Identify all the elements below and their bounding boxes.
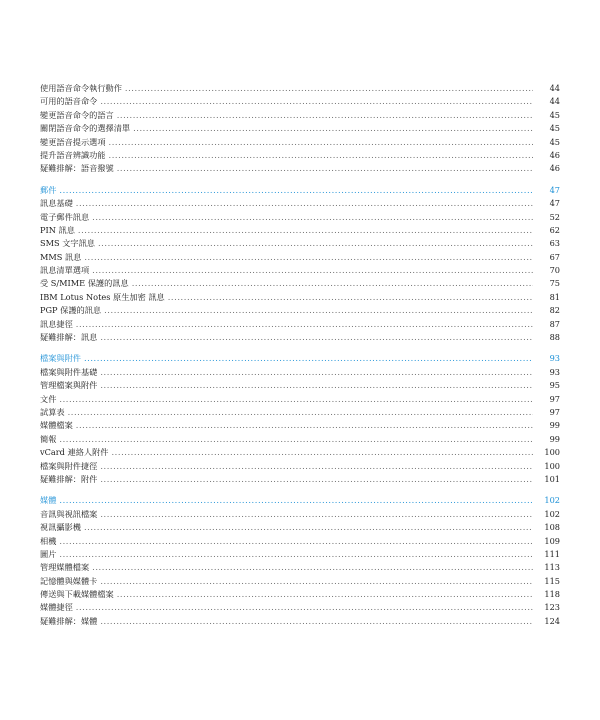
toc-page-number: 100 — [544, 447, 560, 458]
toc-entry[interactable] — [40, 521, 560, 534]
toc-entry[interactable] — [40, 393, 560, 406]
toc-entry-title: 簡報 — [40, 433, 57, 444]
toc-entry-title: 電子郵件訊息 — [40, 211, 90, 222]
toc-entry[interactable] — [40, 149, 560, 162]
dot-leader — [100, 473, 533, 486]
toc-entry-title: 郵件 — [40, 184, 57, 195]
toc-page-number: 124 — [544, 615, 560, 626]
toc-entry-title: 提升語音辨識功能 — [40, 149, 106, 160]
toc-entry-title: 訊息清單選項 — [40, 265, 90, 276]
toc-page-number: 113 — [544, 562, 560, 573]
dot-leader — [100, 379, 533, 392]
toc-entry[interactable] — [40, 82, 560, 95]
toc-page-number: 70 — [549, 265, 560, 276]
toc-entry-title: 變更語音提示選項 — [40, 136, 106, 147]
toc-entry-title: 變更語音命令的語言 — [40, 109, 114, 120]
dot-leader — [109, 149, 533, 162]
toc-page-number: 75 — [549, 278, 560, 289]
toc-entry-title: PIN 訊息 — [40, 224, 75, 235]
dot-leader — [133, 122, 533, 135]
toc-page-number: 108 — [544, 522, 560, 533]
dot-leader — [168, 291, 533, 304]
dot-leader — [111, 446, 533, 459]
dot-leader — [117, 588, 533, 601]
toc-entry-title: 可用的語音命令 — [40, 96, 98, 107]
toc-entry[interactable] — [40, 291, 560, 304]
toc-entry[interactable] — [40, 419, 560, 432]
toc-entry[interactable] — [40, 136, 560, 149]
toc-entry[interactable] — [40, 473, 560, 486]
toc-page-number: 46 — [549, 163, 560, 174]
dot-leader — [100, 460, 533, 473]
toc-page-number: 44 — [549, 83, 560, 93]
toc-entry-title: 相機 — [40, 535, 57, 546]
dot-leader — [59, 548, 533, 561]
dot-leader — [76, 318, 533, 331]
toc-entry-title: 檔案與附件基礎 — [40, 366, 98, 377]
toc-entry-title: 關閉語音命令的選擇清單 — [40, 123, 131, 134]
toc-entry[interactable] — [40, 95, 560, 108]
toc-section-heading[interactable] — [40, 494, 560, 507]
dot-leader — [84, 521, 533, 534]
dot-leader — [100, 615, 533, 628]
toc-entry-title: 使用語音命令執行動作 — [40, 83, 122, 93]
dot-leader — [84, 352, 533, 365]
dot-leader — [59, 494, 533, 507]
toc-entry-title: 文件 — [40, 393, 57, 404]
toc-entry-title: 媒體檔案 — [40, 420, 73, 431]
toc-entry[interactable] — [40, 264, 560, 277]
toc-page-number: 97 — [549, 406, 560, 417]
dot-leader — [100, 575, 533, 588]
toc-page-number: 95 — [549, 380, 560, 391]
toc-page-number: 63 — [549, 238, 560, 249]
toc-page-number: 52 — [549, 211, 560, 222]
dot-leader — [117, 162, 533, 175]
toc-entry-title: 媒體 — [40, 495, 57, 506]
toc-entry-title: 音訊與視訊檔案 — [40, 508, 98, 519]
dot-leader — [68, 406, 533, 419]
toc-page-number: 81 — [549, 291, 560, 302]
toc-entry[interactable] — [40, 588, 560, 601]
toc-entry-title: 疑難排解：訊息 — [40, 332, 98, 343]
toc-entry-title: 疑難排解：媒體 — [40, 615, 98, 626]
toc-entry[interactable] — [40, 224, 560, 237]
toc-page-number: 109 — [544, 535, 560, 546]
toc-page-number: 101 — [544, 473, 560, 484]
dot-leader — [76, 419, 533, 432]
dot-leader — [59, 535, 533, 548]
toc-entry[interactable] — [40, 122, 560, 135]
dot-leader — [84, 251, 533, 264]
toc-page-number: 102 — [544, 508, 560, 519]
toc-entry[interactable] — [40, 277, 560, 290]
toc-page-number: 123 — [544, 602, 560, 613]
toc-entry-title: 試算表 — [40, 406, 65, 417]
dot-leader — [125, 82, 533, 95]
toc-entry-title: 管理檔案與附件 — [40, 380, 98, 391]
dot-leader — [59, 393, 533, 406]
toc-entry-title: 圖片 — [40, 548, 57, 559]
toc-entry-title: 媒體捷徑 — [40, 602, 73, 613]
dot-leader — [92, 211, 533, 224]
toc-page-number: 45 — [549, 136, 560, 147]
toc-entry-title: 疑難排解：附件 — [40, 473, 98, 484]
toc-page-number: 100 — [544, 460, 560, 471]
toc-entry[interactable] — [40, 406, 560, 419]
toc-page-number: 118 — [544, 589, 560, 600]
toc-entry-title: 訊息捷徑 — [40, 318, 73, 329]
toc-entry[interactable] — [40, 508, 560, 521]
toc-entry[interactable] — [40, 433, 560, 446]
toc-entry-title: 視訊攝影機 — [40, 522, 81, 533]
toc-section-heading[interactable] — [40, 184, 560, 197]
toc-entry[interactable] — [40, 318, 560, 331]
toc-entry[interactable] — [40, 109, 560, 122]
toc-page-number: 44 — [549, 96, 560, 107]
toc-entry-title: PGP 保護的訊息 — [40, 305, 102, 316]
dot-leader — [76, 197, 533, 210]
toc-entry-title: SMS 文字訊息 — [40, 238, 95, 249]
toc-entry[interactable] — [40, 575, 560, 588]
toc-entry[interactable] — [40, 211, 560, 224]
toc-page-number: 82 — [549, 305, 560, 316]
toc-entry[interactable] — [40, 446, 560, 459]
toc-entry[interactable] — [40, 615, 560, 628]
toc-entry[interactable] — [40, 331, 560, 344]
dot-leader — [59, 184, 533, 197]
toc-entry-title: 管理媒體檔案 — [40, 562, 90, 573]
toc-page-number: 97 — [549, 393, 560, 404]
toc-entry[interactable] — [40, 251, 560, 264]
dot-leader — [132, 277, 533, 290]
toc-page-number: 102 — [544, 495, 560, 506]
toc-entry-title: IBM Lotus Notes 原生加密 訊息 — [40, 291, 165, 302]
toc-entry-title: MMS 訊息 — [40, 251, 82, 262]
toc-entry-title: 訊息基礎 — [40, 198, 73, 209]
toc-page-number: 45 — [549, 123, 560, 134]
toc-entry-title: 記憶體與媒體卡 — [40, 575, 98, 586]
dot-leader — [100, 95, 533, 108]
toc-entry[interactable] — [40, 197, 560, 210]
toc-page-number: 99 — [549, 420, 560, 431]
toc-page-number: 93 — [549, 366, 560, 377]
toc-page-number: 46 — [549, 149, 560, 160]
toc-section — [40, 82, 560, 176]
toc-page-number: 111 — [544, 548, 560, 559]
toc-page-number: 67 — [549, 251, 560, 262]
toc-entry-title: 檔案與附件 — [40, 353, 81, 364]
toc-entry[interactable] — [40, 548, 560, 561]
dot-leader — [92, 264, 533, 277]
dot-leader — [104, 304, 533, 317]
toc-entry[interactable] — [40, 379, 560, 392]
toc-entry[interactable] — [40, 366, 560, 379]
dot-leader — [92, 561, 533, 574]
toc-entry[interactable] — [40, 304, 560, 317]
toc-entry[interactable] — [40, 460, 560, 473]
toc-entry[interactable] — [40, 561, 560, 574]
toc-page-number: 99 — [549, 433, 560, 444]
dot-leader — [100, 366, 533, 379]
dot-leader — [100, 508, 533, 521]
toc-page-number: 45 — [549, 109, 560, 120]
toc-page-number: 88 — [549, 332, 560, 343]
dot-leader — [100, 331, 533, 344]
toc-entry-title: 傳送與下載媒體檔案 — [40, 589, 114, 600]
toc-entry[interactable] — [40, 535, 560, 548]
toc-page-number: 62 — [549, 224, 560, 235]
table-of-contents — [40, 82, 560, 636]
toc-page-number: 47 — [549, 184, 560, 195]
toc-page-number: 87 — [549, 318, 560, 329]
toc-page-number: 47 — [549, 198, 560, 209]
dot-leader — [117, 109, 533, 122]
toc-entry-title: 檔案與附件捷徑 — [40, 460, 98, 471]
toc-section — [40, 184, 560, 345]
toc-entry[interactable] — [40, 601, 560, 614]
dot-leader — [59, 433, 533, 446]
toc-entry-title: 疑難排解：語音撥號 — [40, 163, 114, 174]
toc-entry[interactable] — [40, 162, 560, 175]
dot-leader — [76, 601, 533, 614]
dot-leader — [78, 224, 533, 237]
toc-page-number: 93 — [549, 353, 560, 364]
toc-section — [40, 352, 560, 486]
toc-entry-title: 受 S/MIME 保護的訊息 — [40, 278, 129, 289]
toc-page-number: 115 — [544, 575, 560, 586]
toc-section — [40, 494, 560, 628]
dot-leader — [109, 136, 533, 149]
toc-entry[interactable] — [40, 237, 560, 250]
toc-entry-title: vCard 連絡人附件 — [40, 447, 109, 458]
dot-leader — [98, 237, 533, 250]
toc-section-heading[interactable] — [40, 352, 560, 365]
